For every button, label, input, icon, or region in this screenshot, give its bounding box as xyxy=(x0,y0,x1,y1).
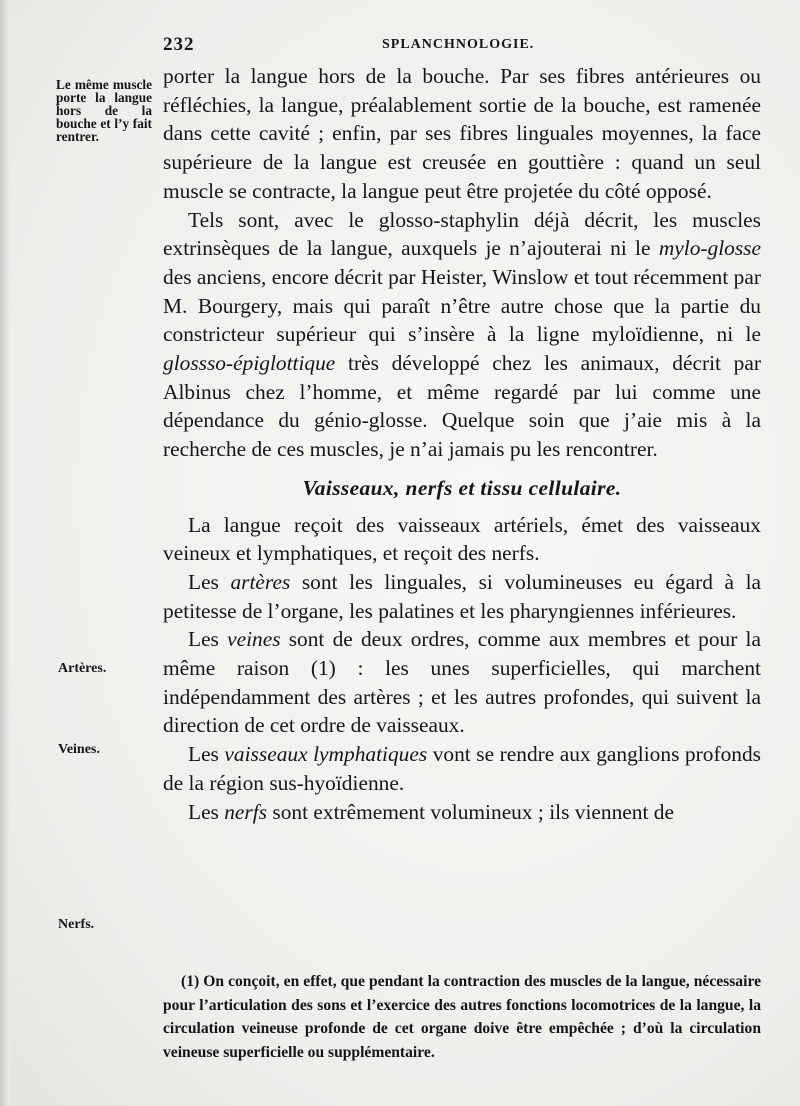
running-title: SPLANCHNOLOGIE. xyxy=(382,37,535,52)
page-number: 232 xyxy=(163,34,195,55)
paragraph-3: La langue reçoit des vaisseaux artériels, émet des vaisseaux veineux et lymphatiques, et reçoit des nerfs. xyxy=(163,512,761,566)
paragraph-lymphatiques xyxy=(163,740,761,797)
page-gutter-shadow xyxy=(0,0,10,1106)
section-heading: Vaisseaux, nerfs et tissu cellulaire. xyxy=(302,475,622,500)
term-arteres: artères xyxy=(230,569,291,594)
main-text-column xyxy=(163,62,761,826)
paragraph-lymph-text: vont se rendre aux ganglions profonds de la région sus-hyoïdienne. xyxy=(163,742,761,795)
term-glosso-epiglottique: glossso-épiglottique xyxy=(163,351,336,376)
paragraph-2-text-a: Tels sont, avec le glosso-staphylin déjà décrit, les muscles extrinsèques de la langue, auxquels je n’ajouterai ni le xyxy=(163,207,761,261)
margin-note-muscle: Le même muscle porte la langue hors de la bouche et l’y fait rentrer. xyxy=(56,77,152,144)
footnote xyxy=(163,970,761,1064)
paragraph-2 xyxy=(163,206,761,464)
paragraph-nerfs-text: sont extrêmement volumineux ; ils viennent de xyxy=(267,799,674,824)
paragraph-2-text-c: très développé chez les animaux, décrit par Albinus chez l’homme, et même regardé par lui comme une dépendance du génio-glosse. Quelque soin que j’aie mis à la recherche de ces muscles, je n’ai jamais pu les rencontrer. xyxy=(163,351,761,462)
paragraph-veines-lead: Les xyxy=(188,627,228,652)
paragraph-arteres-text: sont les linguales, si volumineuses eu égard à la petitesse de l’organe, les palatines et les pharyngiennes inférieures. xyxy=(163,569,762,623)
margin-note-arteres: Artères. xyxy=(58,661,107,676)
term-vaisseaux-lymphatiques: vaisseaux lymphatiques xyxy=(224,742,428,767)
footnote-text: (1) On conçoit, en effet, que pendant la contraction des muscles de la langue, nécessaire pour l’articulation des sons et l’exercice des autres fonctions locomotrices de la langue, la circulation veineuse profonde de cet organe doive être empêchée ; d’où la circulation veineuse superficielle ou supplémentaire. xyxy=(163,973,761,1061)
paragraph-veines xyxy=(163,625,761,740)
margin-note-veines: Veines. xyxy=(58,742,100,757)
paragraph-nerfs-lead: Les xyxy=(188,799,225,824)
paragraph-arteres-lead: Les xyxy=(188,569,231,594)
running-head xyxy=(0,34,800,58)
paragraph-nerfs xyxy=(163,798,761,827)
term-nerfs: nerfs xyxy=(224,799,268,824)
paragraph-arteres xyxy=(163,568,761,625)
paragraph-1: porter la langue hors de la bouche. Par ses fibres antérieures ou réfléchies, la langue, préalablement sortie de la bouche, est ramenée dans cette cavité ; enfin, par ses fibres linguales moyennes, la face supérieure de la langue est creusée en gouttière : quand un seul muscle se contracte, la langue peut être projetée du côté opposé. xyxy=(163,64,761,203)
margin-note-nerfs: Nerfs. xyxy=(58,917,95,932)
term-mylo-glosse: mylo-glosse xyxy=(658,236,761,261)
paragraph-veines-text: sont de deux ordres, comme aux membres et pour la même raison (1) : les unes superficielles, qui marchent indépendamment des artères ; et les autres profondes, qui suivent la direction de cet ordre de vaisseaux. xyxy=(163,627,761,738)
paragraph-lymph-lead: Les xyxy=(188,742,225,767)
term-veines: veines xyxy=(227,627,281,652)
paragraph-2-text-b: des anciens, encore décrit par Heister, Winslow et tout récemment par M. Bourgery, mais qui paraît n’être autre chose que la partie du constricteur supérieur qui s’insère à la ligne myloïdienne, ni le xyxy=(163,264,761,347)
